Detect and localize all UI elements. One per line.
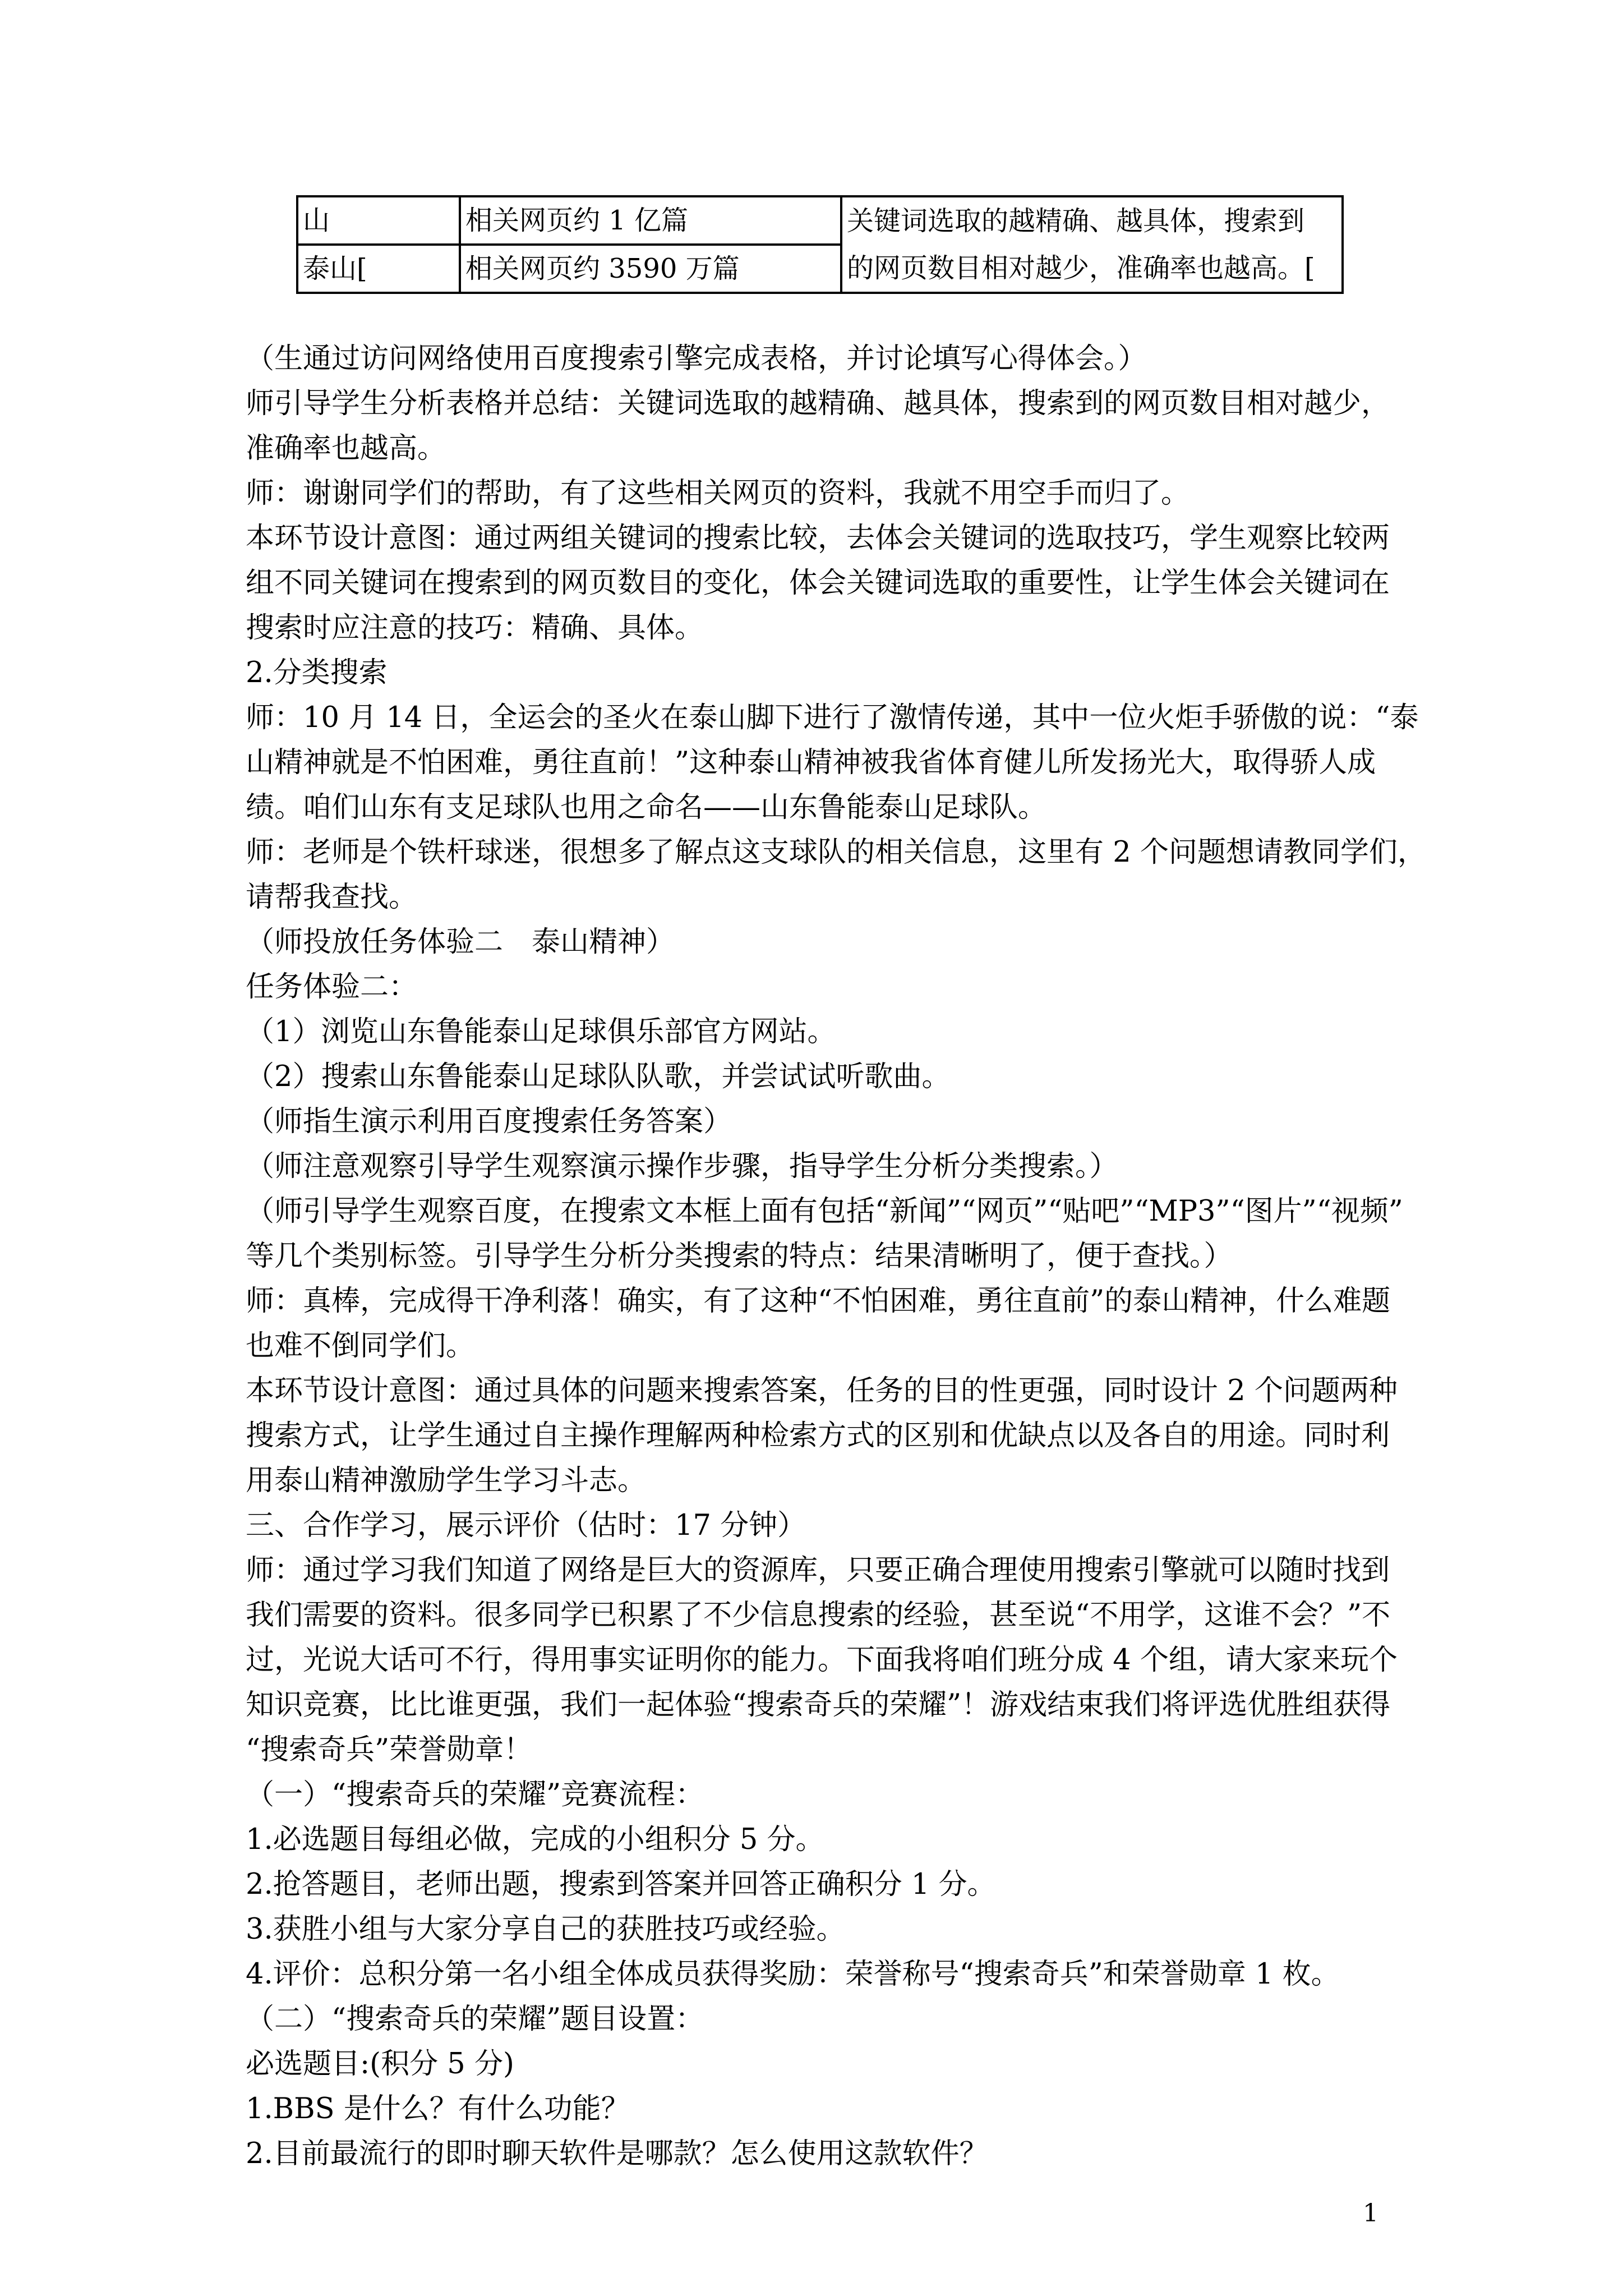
section-heading: 三、合作学习，展示评价（估时：17 分钟） — [246, 1509, 806, 1542]
page-number: 1 — [1363, 2199, 1378, 2228]
table-row — [297, 196, 1343, 245]
text-line: 本环节设计意图：通过两组关键词的搜索比较，去体会关键词的选取技巧，学生观察比较两 — [246, 522, 1390, 555]
text-line: （生通过访问网络使用百度搜索引擎完成表格，并讨论填写心得体会。） — [246, 342, 1147, 375]
text-line: 搜索时应注意的技巧：精确、具体。 — [246, 611, 704, 645]
text-line: 请帮我查找。 — [246, 881, 418, 914]
conclusion-line: 的网页数目相对越少，准确率也越高。[ — [847, 252, 1315, 284]
text-line: 师：老师是个铁杆球迷，很想多了解点这支球队的相关信息，这里有 2 个问题想请教同学们， — [246, 836, 1426, 869]
text-line: 准确率也越高。 — [246, 432, 446, 465]
subsection-heading: （二）“搜索奇兵的荣耀”题目设置： — [246, 2003, 704, 2036]
text-line: 师：真棒，完成得干净利落！确实，有了这种“不怕困难，勇往直前”的泰山精神，什么难题 — [246, 1285, 1391, 1318]
text-line: 任务体验二： — [246, 970, 418, 1004]
body-text — [246, 337, 1426, 2177]
list-item: 3.获胜小组与大家分享自己的获胜技巧或经验。 — [246, 1913, 845, 1946]
text-line: 师引导学生分析表格并总结：关键词选取的越精确、越具体，搜索到的网页数目相对越少， — [246, 387, 1390, 420]
list-item: 1.必选题目每组必做，完成的小组积分 5 分。 — [246, 1823, 824, 1856]
section-heading: 2.分类搜索 — [246, 656, 388, 689]
keyword-cell: 泰山[ — [297, 245, 460, 293]
text-line: 本环节设计意图：通过具体的问题来搜索答案，任务的目的性更强，同时设计 2 个问题两种 — [246, 1374, 1398, 1407]
text-line: 过，光说大话可不行，得用事实证明你的能力。下面我将咱们班分成 4 个组，请大家来玩个 — [246, 1644, 1398, 1677]
result-cell: 相关网页约 1 亿篇 — [460, 196, 841, 245]
text-line: “搜索奇兵”荣誉勋章！ — [246, 1733, 533, 1766]
text-line: 知识竞赛，比比谁更强，我们一起体验“搜索奇兵的荣耀”！游戏结束我们将评选优胜组获得 — [246, 1688, 1391, 1722]
list-item: 4.评价：总积分第一名小组全体成员获得奖励：荣誉称号“搜索奇兵”和荣誉勋章 1 枚。 — [246, 1958, 1340, 1991]
text-line: 搜索方式，让学生通过自主操作理解两种检索方式的区别和优缺点以及各自的用途。同时利 — [246, 1419, 1390, 1452]
subsection-heading: （一）“搜索奇兵的荣耀”竞赛流程： — [246, 1778, 704, 1811]
text-line: 用泰山精神激励学生学习斗志。 — [246, 1464, 647, 1497]
list-item: 2.目前最流行的即时聊天软件是哪款？怎么使用这款软件？ — [246, 2137, 988, 2170]
keyword-comparison-table — [296, 195, 1344, 294]
text-line: 组不同关键词在搜索到的网页数目的变化，体会关键词选取的重要性，让学生体会关键词在 — [246, 567, 1390, 600]
list-item: 2.抢答题目，老师出题，搜索到答案并回答正确积分 1 分。 — [246, 1868, 996, 1901]
result-cell: 相关网页约 3590 万篇 — [460, 245, 841, 293]
list-item: 1.BBS 是什么？有什么功能？ — [246, 2092, 630, 2125]
text-line: （师投放任务体验二 泰山精神） — [246, 926, 675, 959]
text-line: 绩。咱们山东有支足球队也用之命名——山东鲁能泰山足球队。 — [246, 791, 1047, 824]
text-line: 必选题目:(积分 5 分) — [246, 2047, 514, 2081]
conclusion-cell — [841, 196, 1343, 293]
text-line: 也难不倒同学们。 — [246, 1329, 475, 1363]
text-line: 师：通过学习我们知道了网络是巨大的资源库，只要正确合理使用搜索引擎就可以随时找到 — [246, 1554, 1390, 1587]
text-line: 师：10 月 14 日，全运会的圣火在泰山脚下进行了激情传递，其中一位火炬手骄傲的说：“泰 — [246, 701, 1419, 734]
text-line: 山精神就是不怕困难，勇往直前！”这种泰山精神被我省体育健儿所发扬光大，取得骄人成 — [246, 746, 1376, 779]
conclusion-line: 关键词选取的越精确、越具体，搜索到 — [847, 205, 1305, 237]
list-item: （1）浏览山东鲁能泰山足球俱乐部官方网站。 — [246, 1015, 836, 1048]
text-line: （师引导学生观察百度，在搜索文本框上面有包括“新闻”“网页”“贴吧”“MP3”“图片”“视频” — [246, 1195, 1403, 1228]
list-item: （2）搜索山东鲁能泰山足球队队歌，并尝试试听歌曲。 — [246, 1060, 951, 1093]
text-line: 师：谢谢同学们的帮助，有了这些相关网页的资料，我就不用空手而归了。 — [246, 477, 1190, 510]
text-line: （师指生演示利用百度搜索任务答案） — [246, 1105, 732, 1138]
text-line: 等几个类别标签。引导学生分析分类搜索的特点：结果清晰明了，便于查找。） — [246, 1240, 1233, 1273]
keyword-cell: 山 — [297, 196, 460, 245]
text-line: 我们需要的资料。很多同学已积累了不少信息搜索的经验，甚至说“不用学，这谁不会？”不 — [246, 1599, 1391, 1632]
text-line: （师注意观察引导学生观察演示操作步骤，指导学生分析分类搜索。） — [246, 1150, 1118, 1183]
